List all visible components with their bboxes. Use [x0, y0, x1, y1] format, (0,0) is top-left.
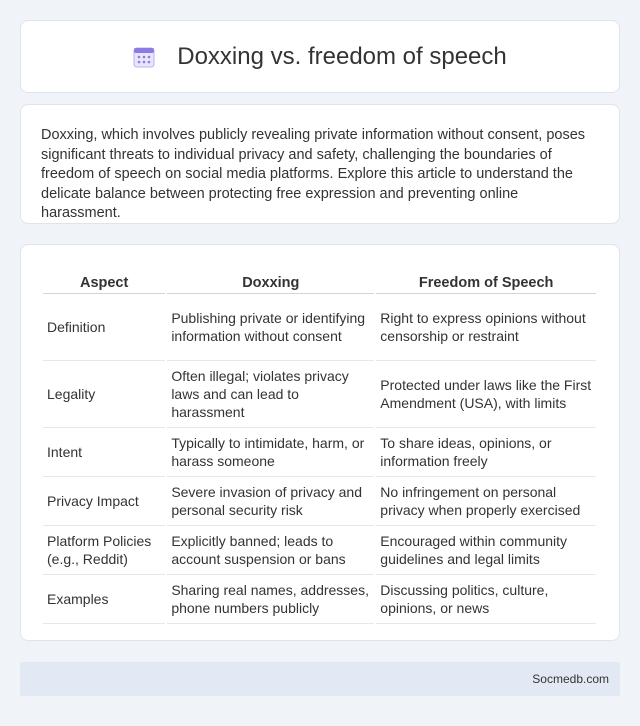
table-row: [43, 477, 596, 526]
table-row: [43, 294, 596, 361]
intro-paragraph: Doxxing, which involves publicly revealing private information without consent, poses significant threats to individual privacy and safety, challenging the boundaries of freedom of speech on social media platforms. Explore this article to understand the delicate balance between protecting free expression and preventing online harassment.: [41, 127, 586, 221]
page-title: Doxxing vs. freedom of speech: [177, 42, 507, 70]
cell-aspect: Platform Policies (e.g., Reddit): [43, 526, 165, 575]
footer-site-link[interactable]: Socmedb.com: [532, 672, 609, 686]
calendar-icon: [133, 46, 155, 68]
header-freedom-of-speech: Freedom of Speech: [376, 265, 596, 294]
intro-card: [20, 104, 620, 224]
cell-aspect: Intent: [43, 428, 165, 477]
footer: [20, 662, 620, 696]
cell-freedom: To share ideas, opinions, or information freely: [376, 428, 596, 477]
cell-doxxing: Typically to intimidate, harm, or harass someone: [167, 428, 374, 477]
cell-aspect: Privacy Impact: [43, 477, 165, 526]
table-row: [43, 575, 596, 624]
title-card: [20, 20, 620, 93]
cell-doxxing: Publishing private or identifying information without consent: [167, 294, 374, 361]
header-doxxing: Doxxing: [167, 265, 374, 294]
cell-doxxing: Severe invasion of privacy and personal security risk: [167, 477, 374, 526]
table-row: [43, 526, 596, 575]
table-row: [43, 361, 596, 428]
cell-freedom: Discussing politics, culture, opinions, or news: [376, 575, 596, 624]
header-aspect: Aspect: [43, 265, 165, 294]
cell-doxxing: Explicitly banned; leads to account suspension or bans: [167, 526, 374, 575]
cell-freedom: No infringement on personal privacy when properly exercised: [376, 477, 596, 526]
table-row: [43, 428, 596, 477]
comparison-card: [20, 244, 620, 641]
cell-aspect: Legality: [43, 361, 165, 428]
cell-freedom: Right to express opinions without censorship or restraint: [376, 294, 596, 361]
cell-doxxing: Often illegal; violates privacy laws and can lead to harassment: [167, 361, 374, 428]
cell-doxxing: Sharing real names, addresses, phone numbers publicly: [167, 575, 374, 624]
cell-aspect: Definition: [43, 294, 165, 361]
cell-freedom: Encouraged within community guidelines and legal limits: [376, 526, 596, 575]
table-header-row: [43, 265, 596, 294]
cell-freedom: Protected under laws like the First Amendment (USA), with limits: [376, 361, 596, 428]
cell-aspect: Examples: [43, 575, 165, 624]
comparison-table: [41, 265, 598, 624]
